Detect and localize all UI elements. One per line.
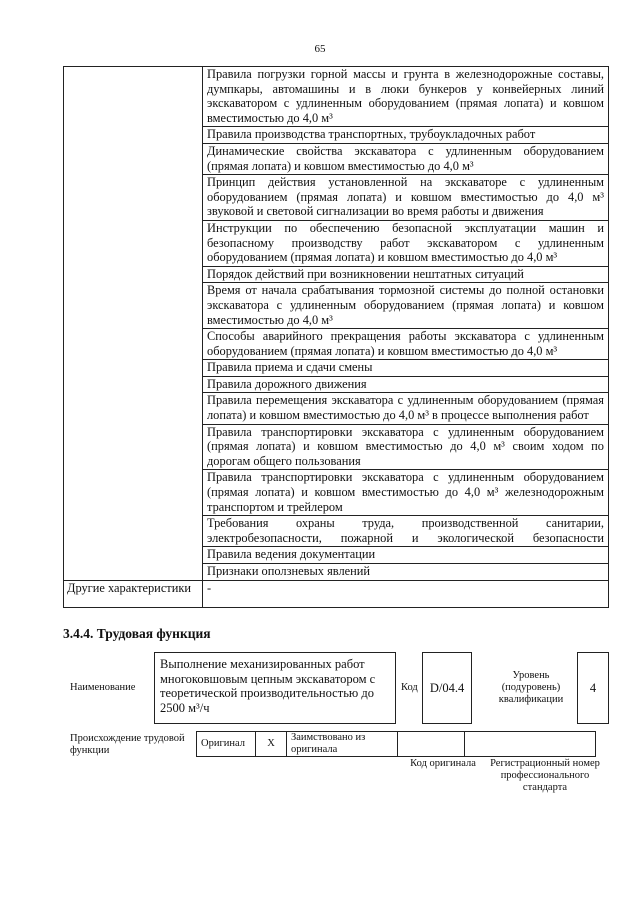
function-code-box: D/04.4 <box>422 652 472 724</box>
knowledge-item: Принцип действия установленной на экскаваторе с удлиненным оборудованием (прямая лопата) и ковшом вместимостью до 4,0 м³ звуковой и световой сигнализации во время работы и движения <box>203 175 608 221</box>
knowledge-item: Правила производства транспортных, трубоукладочных работ <box>203 127 608 144</box>
knowledge-item: Правила транспортировки экскаватора с удлиненным оборудованием (прямая лопата) и ковшом вместимостью до 4,0 м³ своим ходом по дорогам общего пользования <box>203 425 608 471</box>
origin-table <box>196 731 596 757</box>
knowledge-item: Требования охраны труда, производственной санитарии, электробезопасности, пожарной и экологической безопасности <box>203 516 608 547</box>
section-title: 3.4.4. Трудовая функция <box>63 626 211 641</box>
other-characteristics-value: - <box>203 580 609 607</box>
level-label: Уровень (подуровень) квалификации <box>498 670 564 705</box>
page-number: 65 <box>314 43 326 55</box>
knowledge-item: Динамические свойства экскаватора с удлиненным оборудованием (прямая лопата) и ковшом вместимостью до 4,0 м³ <box>203 144 608 175</box>
other-characteristics-row <box>64 580 609 607</box>
knowledge-item: Способы аварийного прекращения работы экскаватора с удлиненным оборудованием (прямая лопата) и ковшом вместимостью до 4,0 м³ <box>203 329 608 360</box>
level-box: 4 <box>577 652 609 724</box>
knowledge-item: Инструкции по обеспечению безопасной эксплуатации машин и безопасному производству работ экскаватором с удлиненным оборудованием (прямая лопата) и ковшом вместимостью до 4,0 м³ <box>203 221 608 267</box>
knowledge-item: Правила ведения документации <box>203 547 608 564</box>
other-characteristics-label: Другие характеристики <box>64 580 203 607</box>
code-label: Код <box>401 682 418 693</box>
knowledge-label-cell <box>64 67 203 581</box>
knowledge-item: Признаки оползневых явлений <box>207 564 371 578</box>
knowledge-item: Время от начала срабатывания тормозной системы до полной остановки экскаватора с удлиненным оборудованием (прямая лопата) и ковшом вместимостью до 4,0 м³ <box>203 283 608 329</box>
origin-label: Происхождение трудовой функции <box>70 733 185 756</box>
knowledge-row <box>64 67 609 581</box>
knowledge-item: Правила транспортировки экскаватора с удлиненным оборудованием (прямая лопата) и ковшом вместимостью до 4,0 м³ железнодорожным транспортом и трейлером <box>203 470 608 516</box>
borrowed-label: Заимствовано из оригинала <box>287 732 398 757</box>
function-name-box: Выполнение механизированных работ многоковшовым цепным экскаватором с теоретической производительностью до 2500 м³/ч <box>154 652 396 724</box>
knowledge-item: Порядок действий при возникновении нештатных ситуаций <box>203 267 608 284</box>
code-original-cell <box>398 732 465 757</box>
knowledge-item: Правила погрузки горной массы и грунта в железнодорожные составы, думпкары, автомашины и в люки бункеров у конвейерных линий экскаватором с удлиненным оборудованием (прямая лопата) и ковшом вместимостью до 4,0 м³ <box>203 67 608 127</box>
name-label: Наименование <box>70 682 136 693</box>
knowledge-item: Правила приема и сдачи смены <box>203 360 608 377</box>
knowledge-table <box>63 66 609 608</box>
knowledge-item: Правила перемещения экскаватора с удлиненным оборудованием (прямая лопата) и ковшом вместимостью до 4,0 м³ в процессе выполнения работ <box>203 393 608 424</box>
knowledge-items-cell <box>203 67 609 581</box>
reg-number-label: Регистрационный номер профессионального стандарта <box>490 758 600 793</box>
original-mark: X <box>256 732 287 757</box>
reg-number-cell <box>465 732 596 757</box>
original-label: Оригинал <box>197 732 256 757</box>
code-original-label: Код оригинала <box>410 758 476 769</box>
knowledge-item: Правила дорожного движения <box>203 377 608 394</box>
origin-row <box>197 732 596 757</box>
